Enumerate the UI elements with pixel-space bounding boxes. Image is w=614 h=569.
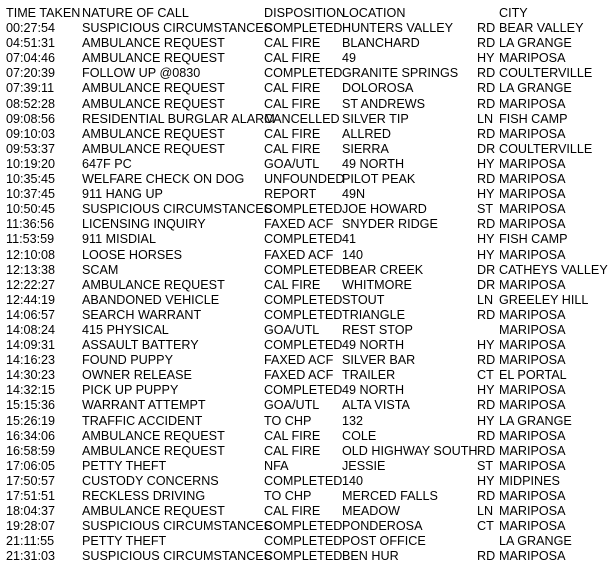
disposition-cell: COMPLETED <box>264 292 343 307</box>
city-cell: MARIPOSA <box>499 458 566 473</box>
location-cell: TRAILER <box>342 368 396 383</box>
time-cell: 09:53:37 <box>6 141 56 156</box>
street-suffix-cell: ST <box>477 202 494 217</box>
table-row <box>0 127 614 142</box>
street-suffix-cell: HY <box>477 247 495 262</box>
location-cell: REST STOP <box>342 322 413 337</box>
city-cell: MARIPOSA <box>499 428 566 443</box>
street-suffix-cell: DR <box>477 262 496 277</box>
city-cell: MARIPOSA <box>499 519 566 534</box>
location-cell: JESSIE <box>342 458 386 473</box>
time-cell: 17:06:05 <box>6 458 56 473</box>
time-cell: 00:27:54 <box>6 21 56 36</box>
location-cell: BLANCHARD <box>342 36 420 51</box>
header-nature-of-call: NATURE OF CALL <box>82 6 189 20</box>
nature-cell: WARRANT ATTEMPT <box>82 398 206 413</box>
street-suffix-cell: HY <box>477 156 495 171</box>
time-cell: 10:35:45 <box>6 172 56 187</box>
location-cell: WHITMORE <box>342 277 412 292</box>
street-suffix-cell: LN <box>477 292 494 307</box>
city-cell: MARIPOSA <box>499 383 566 398</box>
disposition-cell: CAL FIRE <box>264 126 321 141</box>
time-cell: 07:04:46 <box>6 51 56 66</box>
table-row <box>0 444 614 459</box>
time-cell: 14:32:15 <box>6 383 56 398</box>
nature-cell: SCAM <box>82 262 119 277</box>
disposition-cell: COMPLETED <box>264 549 343 564</box>
nature-cell: 911 MISDIAL <box>82 232 156 247</box>
time-cell: 07:39:11 <box>6 81 55 96</box>
nature-cell: FOUND PUPPY <box>82 353 173 368</box>
city-cell: MARIPOSA <box>499 202 566 217</box>
nature-cell: RESIDENTIAL BURGLAR ALARM <box>82 111 275 126</box>
table-row <box>0 97 614 112</box>
location-cell: PILOT PEAK <box>342 172 416 187</box>
time-cell: 14:16:23 <box>6 353 56 368</box>
location-cell: 49 NORTH <box>342 156 405 171</box>
time-cell: 04:51:31 <box>6 36 56 51</box>
table-row <box>0 323 614 338</box>
city-cell: MARIPOSA <box>499 172 566 187</box>
nature-cell: AMBULANCE REQUEST <box>82 141 225 156</box>
city-cell: MARIPOSA <box>499 443 566 458</box>
city-cell: BEAR VALLEY <box>499 21 584 36</box>
location-cell: BEN HUR <box>342 549 399 564</box>
disposition-cell: NFA <box>264 458 289 473</box>
disposition-cell: COMPLETED <box>264 307 343 322</box>
table-row <box>0 414 614 429</box>
location-cell: COLE <box>342 428 377 443</box>
street-suffix-cell: RD <box>477 66 496 81</box>
disposition-cell: FAXED ACF <box>264 217 334 232</box>
location-cell: MERCED FALLS <box>342 489 438 503</box>
table-row <box>0 263 614 278</box>
nature-cell: AMBULANCE REQUEST <box>82 81 225 96</box>
city-cell: MIDPINES <box>499 473 560 488</box>
disposition-cell: COMPLETED <box>264 66 343 81</box>
street-suffix-cell: LN <box>477 504 494 519</box>
city-cell: FISH CAMP <box>499 232 568 247</box>
nature-cell: FOLLOW UP @0830 <box>82 66 201 81</box>
disposition-cell: CAL FIRE <box>264 277 321 292</box>
disposition-cell: TO CHP <box>264 413 312 428</box>
table-row <box>0 112 614 127</box>
street-suffix-cell: HY <box>477 51 495 66</box>
header-disposition: DISPOSITION <box>264 6 346 20</box>
table-row <box>0 459 614 474</box>
city-cell: LA GRANGE <box>499 36 572 51</box>
log-rows <box>0 21 614 564</box>
street-suffix-cell: RD <box>477 172 496 187</box>
disposition-cell: CAL FIRE <box>264 504 321 519</box>
table-row <box>0 398 614 413</box>
time-cell: 08:52:28 <box>6 96 56 111</box>
nature-cell: ASSAULT BATTERY <box>82 338 199 353</box>
table-row <box>0 353 614 368</box>
table-row <box>0 187 614 202</box>
nature-cell: AMBULANCE REQUEST <box>82 277 225 292</box>
disposition-cell: CAL FIRE <box>264 96 321 111</box>
city-cell: MARIPOSA <box>499 247 566 262</box>
street-suffix-cell: RD <box>477 36 496 51</box>
location-cell: SNYDER RIDGE <box>342 217 438 232</box>
header-location: LOCATION <box>342 6 406 20</box>
location-cell: OLD HIGHWAY SOUTH <box>342 443 478 458</box>
location-cell: JOE HOWARD <box>342 202 427 217</box>
street-suffix-cell: DR <box>477 277 496 292</box>
time-cell: 15:26:19 <box>6 413 56 428</box>
location-cell: POST OFFICE <box>342 534 426 549</box>
time-cell: 12:22:27 <box>6 277 56 292</box>
time-cell: 12:10:08 <box>6 247 56 262</box>
street-suffix-cell: RD <box>477 126 496 141</box>
street-suffix-cell: HY <box>477 338 495 353</box>
street-suffix-cell: ST <box>477 458 494 473</box>
street-suffix-cell: RD <box>477 21 496 36</box>
city-cell: MARIPOSA <box>499 126 566 141</box>
nature-cell: SUSPICIOUS CIRCUMSTANCES <box>82 519 273 534</box>
time-cell: 10:37:45 <box>6 187 56 202</box>
table-row <box>0 172 614 187</box>
table-row <box>0 368 614 383</box>
city-cell: LA GRANGE <box>499 413 572 428</box>
call-log-table <box>0 6 614 564</box>
city-cell: MARIPOSA <box>499 549 566 564</box>
disposition-cell: COMPLETED <box>264 383 343 398</box>
city-cell: LA GRANGE <box>499 534 572 549</box>
disposition-cell: FAXED ACF <box>264 368 334 383</box>
time-cell: 14:08:24 <box>6 322 56 337</box>
location-cell: MEADOW <box>342 504 401 519</box>
city-cell: MARIPOSA <box>499 398 566 413</box>
time-cell: 16:58:59 <box>6 443 56 458</box>
disposition-cell: GOA/UTL <box>264 322 320 337</box>
location-cell: 41 <box>342 232 357 247</box>
street-suffix-cell: HY <box>477 187 495 202</box>
city-cell: MARIPOSA <box>499 217 566 232</box>
time-cell: 15:15:36 <box>6 398 56 413</box>
street-suffix-cell: HY <box>477 413 495 428</box>
nature-cell: 647F PC <box>82 156 132 171</box>
street-suffix-cell: HY <box>477 232 495 247</box>
header-city: CITY <box>499 6 528 20</box>
location-cell: 49N <box>342 187 366 202</box>
location-cell: TRIANGLE <box>342 307 405 322</box>
city-cell: MARIPOSA <box>499 51 566 66</box>
street-suffix-cell: RD <box>477 443 496 458</box>
nature-cell: 415 PHYSICAL <box>82 322 169 337</box>
disposition-cell: CAL FIRE <box>264 443 321 458</box>
location-cell: ALTA VISTA <box>342 398 410 413</box>
city-cell: MARIPOSA <box>499 322 566 337</box>
location-cell: 140 <box>342 247 364 262</box>
nature-cell: AMBULANCE REQUEST <box>82 504 225 519</box>
nature-cell: PETTY THEFT <box>82 458 167 473</box>
time-cell: 17:51:51 <box>6 489 56 503</box>
disposition-cell: CAL FIRE <box>264 81 321 96</box>
table-row <box>0 248 614 263</box>
nature-cell: SEARCH WARRANT <box>82 307 202 322</box>
nature-cell: SUSPICIOUS CIRCUMSTANCES <box>82 202 273 217</box>
nature-cell: AMBULANCE REQUEST <box>82 36 225 51</box>
time-cell: 14:30:23 <box>6 368 56 383</box>
city-cell: CATHEYS VALLEY <box>499 262 608 277</box>
street-suffix-cell: RD <box>477 398 496 413</box>
city-cell: MARIPOSA <box>499 489 566 503</box>
table-row <box>0 278 614 293</box>
time-cell: 10:50:45 <box>6 202 56 217</box>
street-suffix-cell: HY <box>477 383 495 398</box>
street-suffix-cell: RD <box>477 81 496 96</box>
table-row <box>0 474 614 489</box>
street-suffix-cell: RD <box>477 428 496 443</box>
table-row <box>0 489 614 504</box>
city-cell: MARIPOSA <box>499 187 566 202</box>
nature-cell: AMBULANCE REQUEST <box>82 51 225 66</box>
table-row <box>0 81 614 96</box>
table-row <box>0 534 614 549</box>
disposition-cell: COMPLETED <box>264 21 343 36</box>
city-cell: MARIPOSA <box>499 156 566 171</box>
nature-cell: SUSPICIOUS CIRCUMSTANCES <box>82 21 273 36</box>
disposition-cell: CANCELLED <box>264 111 340 126</box>
time-cell: 17:50:57 <box>6 473 56 488</box>
time-cell: 16:34:06 <box>6 428 56 443</box>
disposition-cell: COMPLETED <box>264 519 343 534</box>
location-cell: SILVER TIP <box>342 111 409 126</box>
time-cell: 21:31:03 <box>6 549 56 564</box>
location-cell: BEAR CREEK <box>342 262 424 277</box>
street-suffix-cell: RD <box>477 307 496 322</box>
street-suffix-cell: RD <box>477 96 496 111</box>
location-cell: 132 <box>342 413 364 428</box>
disposition-cell: CAL FIRE <box>264 51 321 66</box>
table-row <box>0 232 614 247</box>
nature-cell: WELFARE CHECK ON DOG <box>82 172 245 187</box>
table-row <box>0 308 614 323</box>
city-cell: MARIPOSA <box>499 338 566 353</box>
disposition-cell: GOA/UTL <box>264 156 320 171</box>
disposition-cell: FAXED ACF <box>264 247 334 262</box>
location-cell: DOLOROSA <box>342 81 414 96</box>
table-row <box>0 383 614 398</box>
table-row <box>0 66 614 81</box>
city-cell: MARIPOSA <box>499 277 566 292</box>
city-cell: LA GRANGE <box>499 81 572 96</box>
time-cell: 09:08:56 <box>6 111 56 126</box>
time-cell: 07:20:39 <box>6 66 56 81</box>
nature-cell: AMBULANCE REQUEST <box>82 126 225 141</box>
table-row <box>0 142 614 157</box>
nature-cell: AMBULANCE REQUEST <box>82 428 225 443</box>
time-cell: 11:53:59 <box>6 232 55 247</box>
location-cell: GRANITE SPRINGS <box>342 66 459 81</box>
location-cell: PONDEROSA <box>342 519 423 534</box>
disposition-cell: FAXED ACF <box>264 353 334 368</box>
location-cell: 49 <box>342 51 357 66</box>
location-cell: ALLRED <box>342 126 391 141</box>
nature-cell: TRAFFIC ACCIDENT <box>82 413 203 428</box>
location-cell: SIERRA <box>342 141 389 156</box>
disposition-cell: CAL FIRE <box>264 36 321 51</box>
street-suffix-cell: CT <box>477 368 494 383</box>
disposition-cell: COMPLETED <box>264 262 343 277</box>
nature-cell: OWNER RELEASE <box>82 368 192 383</box>
header-row <box>0 6 614 21</box>
nature-cell: 911 HANG UP <box>82 187 163 202</box>
location-cell: STOUT <box>342 292 385 307</box>
nature-cell: PICK UP PUPPY <box>82 383 179 398</box>
time-cell: 12:44:19 <box>6 292 56 307</box>
disposition-cell: TO CHP <box>264 489 312 503</box>
nature-cell: ABANDONED VEHICLE <box>82 292 220 307</box>
nature-cell: AMBULANCE REQUEST <box>82 443 225 458</box>
location-cell: 140 <box>342 473 364 488</box>
table-row <box>0 338 614 353</box>
nature-cell: LOOSE HORSES <box>82 247 183 262</box>
location-cell: ST ANDREWS <box>342 96 426 111</box>
city-cell: COULTERVILLE <box>499 141 593 156</box>
table-row <box>0 429 614 444</box>
city-cell: MARIPOSA <box>499 504 566 519</box>
table-row <box>0 157 614 172</box>
street-suffix-cell: DR <box>477 141 496 156</box>
table-row <box>0 519 614 534</box>
street-suffix-cell: LN <box>477 111 494 126</box>
street-suffix-cell: RD <box>477 549 496 564</box>
table-row <box>0 293 614 308</box>
time-cell: 14:09:31 <box>6 338 56 353</box>
table-row <box>0 549 614 564</box>
time-cell: 11:36:56 <box>6 217 55 232</box>
street-suffix-cell: RD <box>477 489 496 503</box>
disposition-cell: COMPLETED <box>264 338 343 353</box>
location-cell: SILVER BAR <box>342 353 416 368</box>
time-cell: 10:19:20 <box>6 156 56 171</box>
street-suffix-cell: CT <box>477 519 494 534</box>
nature-cell: AMBULANCE REQUEST <box>82 96 225 111</box>
table-row <box>0 51 614 66</box>
nature-cell: LICENSING INQUIRY <box>82 217 206 232</box>
time-cell: 21:11:55 <box>6 534 55 549</box>
disposition-cell: COMPLETED <box>264 232 343 247</box>
nature-cell: SUSPICIOUS CIRCUMSTANCES <box>82 549 273 564</box>
disposition-cell: REPORT <box>264 187 317 202</box>
nature-cell: CUSTODY CONCERNS <box>82 473 219 488</box>
location-cell: HUNTERS VALLEY <box>342 21 454 36</box>
time-cell: 19:28:07 <box>6 519 56 534</box>
time-cell: 18:04:37 <box>6 504 56 519</box>
street-suffix-cell: RD <box>477 353 496 368</box>
disposition-cell: GOA/UTL <box>264 398 320 413</box>
disposition-cell: COMPLETED <box>264 473 343 488</box>
header-time-taken: TIME TAKEN <box>6 6 81 20</box>
nature-cell: RECKLESS DRIVING <box>82 489 206 503</box>
table-row <box>0 217 614 232</box>
city-cell: MARIPOSA <box>499 307 566 322</box>
city-cell: GREELEY HILL <box>499 292 589 307</box>
city-cell: EL PORTAL <box>499 368 567 383</box>
city-cell: COULTERVILLE <box>499 66 593 81</box>
time-cell: 09:10:03 <box>6 126 56 141</box>
table-row <box>0 504 614 519</box>
nature-cell: PETTY THEFT <box>82 534 167 549</box>
city-cell: MARIPOSA <box>499 96 566 111</box>
disposition-cell: COMPLETED <box>264 202 343 217</box>
disposition-cell: CAL FIRE <box>264 428 321 443</box>
time-cell: 12:13:38 <box>6 262 56 277</box>
street-suffix-cell: RD <box>477 217 496 232</box>
disposition-cell: COMPLETED <box>264 534 343 549</box>
location-cell: 49 NORTH <box>342 338 405 353</box>
city-cell: MARIPOSA <box>499 353 566 368</box>
disposition-cell: UNFOUNDED <box>264 172 345 187</box>
city-cell: FISH CAMP <box>499 111 568 126</box>
location-cell: 49 NORTH <box>342 383 405 398</box>
table-row <box>0 36 614 51</box>
street-suffix-cell: HY <box>477 473 495 488</box>
table-row <box>0 202 614 217</box>
table-row <box>0 21 614 36</box>
disposition-cell: CAL FIRE <box>264 141 321 156</box>
time-cell: 14:06:57 <box>6 307 56 322</box>
